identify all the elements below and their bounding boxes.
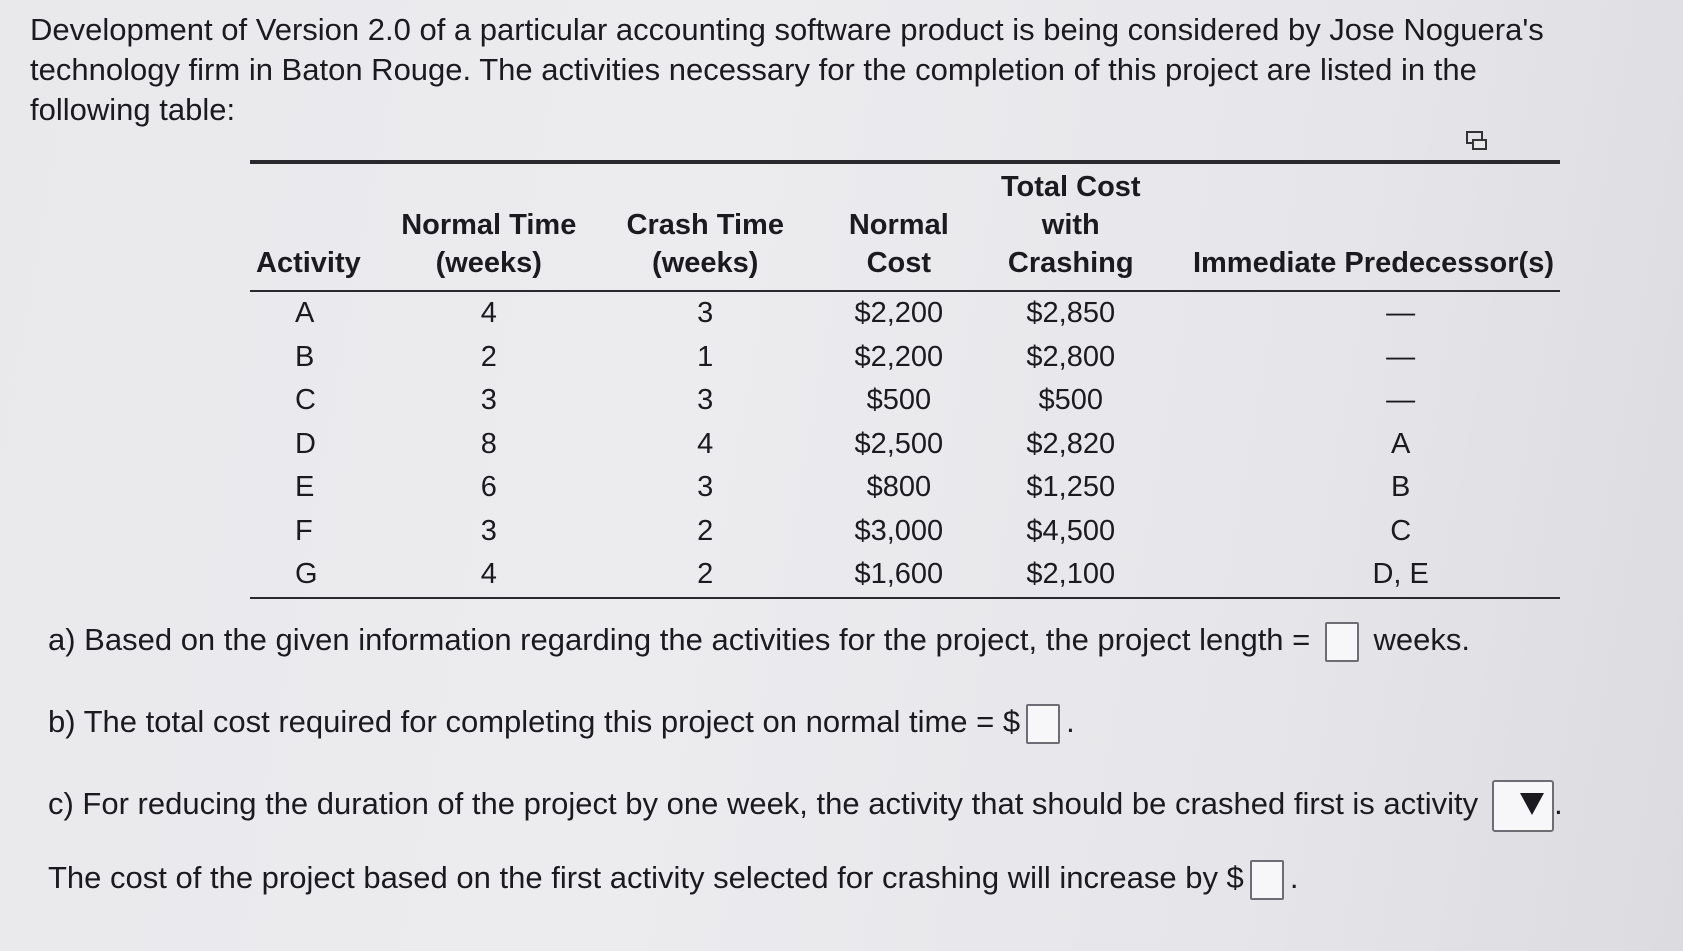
cost-increase-input[interactable] <box>1250 860 1284 900</box>
cell-activity: A <box>295 297 315 329</box>
activities-table-container <box>250 160 1560 599</box>
table-row <box>250 510 1560 554</box>
cell-total-cost: $500 <box>1038 384 1104 416</box>
header-activity: Activity <box>250 163 381 291</box>
cell-normal-cost: $2,500 <box>854 427 944 460</box>
normal-cost-input[interactable] <box>1026 704 1060 744</box>
header-normal-cost: Normal Cost <box>813 163 984 291</box>
cell-predecessors: — <box>1386 297 1416 329</box>
cell-normal-time: 4 <box>381 553 597 598</box>
cell-total-cost: $1,250 <box>1026 471 1116 503</box>
cell-normal-time: 4 <box>480 297 497 329</box>
cell-activity: C <box>295 384 316 416</box>
question-b-text: b) The total cost required for completing this project on normal time = $ <box>48 704 1021 739</box>
cell-activity: B <box>295 340 315 373</box>
table-row <box>250 466 1560 510</box>
table-row <box>250 379 1560 423</box>
cell-crash-time: 2 <box>697 514 714 547</box>
question-a <box>48 620 1470 662</box>
cell-total-cost: $2,820 <box>1026 427 1116 460</box>
table-row <box>250 291 1560 336</box>
question-b-suffix: . <box>1066 704 1075 739</box>
cell-normal-time: 2 <box>480 340 497 373</box>
cell-normal-cost: $1,600 <box>813 553 984 598</box>
table-row <box>250 336 1560 380</box>
cell-activity: F <box>295 514 313 547</box>
table-header-row <box>250 163 1560 291</box>
cell-crash-time: 2 <box>597 553 813 598</box>
table-row <box>250 423 1560 467</box>
cell-crash-time: 4 <box>697 427 714 460</box>
cell-normal-cost: $500 <box>866 384 932 416</box>
question-c <box>48 780 1563 832</box>
cell-normal-cost: $800 <box>866 471 932 503</box>
cell-normal-time: 6 <box>480 471 497 503</box>
cell-normal-cost: $2,200 <box>854 297 944 329</box>
header-normal-time: Normal Time (weeks) <box>381 163 597 291</box>
cell-normal-time: 3 <box>480 384 497 416</box>
cell-crash-time: 3 <box>697 384 714 416</box>
question-d <box>48 858 1298 900</box>
copy-icon[interactable] <box>1465 130 1489 152</box>
cell-crash-time: 3 <box>697 297 714 329</box>
cell-crash-time: 3 <box>697 471 714 503</box>
question-c-suffix: . <box>1554 786 1563 822</box>
cell-activity: E <box>295 471 315 503</box>
question-d-text: The cost of the project based on the first activity selected for crashing will increase by $ <box>48 860 1244 895</box>
cell-predecessors: B <box>1391 471 1411 503</box>
cell-normal-cost: $3,000 <box>854 514 944 547</box>
question-a-suffix: weeks. <box>1373 622 1471 657</box>
cell-predecessors: — <box>1386 384 1416 416</box>
header-crash-time: Crash Time (weeks) <box>597 163 813 291</box>
cell-activity: D <box>295 427 316 460</box>
question-c-text: c) For reducing the duration of the project by one week, the activity that should be crashed first is activity <box>48 786 1479 822</box>
cell-predecessors: C <box>1390 514 1412 547</box>
activities-table <box>250 160 1560 599</box>
cell-total-cost: $2,800 <box>1026 340 1116 373</box>
cell-predecessors: D, E <box>1157 553 1560 598</box>
cell-normal-time: 3 <box>480 514 497 547</box>
cell-predecessors: — <box>1386 340 1416 373</box>
triangle-down-icon <box>1520 793 1544 815</box>
question-d-suffix: . <box>1289 860 1299 895</box>
cell-activity: G <box>250 553 381 598</box>
table-row <box>250 553 1560 598</box>
question-a-text: a) Based on the given information regarding the activities for the project, the project length = <box>48 622 1311 657</box>
header-predecessors: Immediate Predecessor(s) <box>1157 163 1560 291</box>
cell-total-cost: $2,850 <box>1026 297 1116 329</box>
cell-predecessors: A <box>1391 427 1411 460</box>
cell-crash-time: 1 <box>697 340 714 373</box>
problem-intro: Development of Version 2.0 of a particular accounting software product is being considered by Jose Noguera's technology firm in Baton Rouge. The activities necessary for the completion of this project are listed in the following table: <box>30 12 1544 127</box>
cell-total-cost: $2,100 <box>984 553 1157 598</box>
cell-normal-cost: $2,200 <box>854 340 944 373</box>
cell-normal-time: 8 <box>480 427 497 460</box>
crash-activity-dropdown[interactable] <box>1492 780 1554 832</box>
project-length-input[interactable] <box>1325 622 1359 662</box>
cell-total-cost: $4,500 <box>1026 514 1116 547</box>
question-b <box>48 702 1075 744</box>
header-total-cost: Total Cost with Crashing <box>984 163 1157 291</box>
